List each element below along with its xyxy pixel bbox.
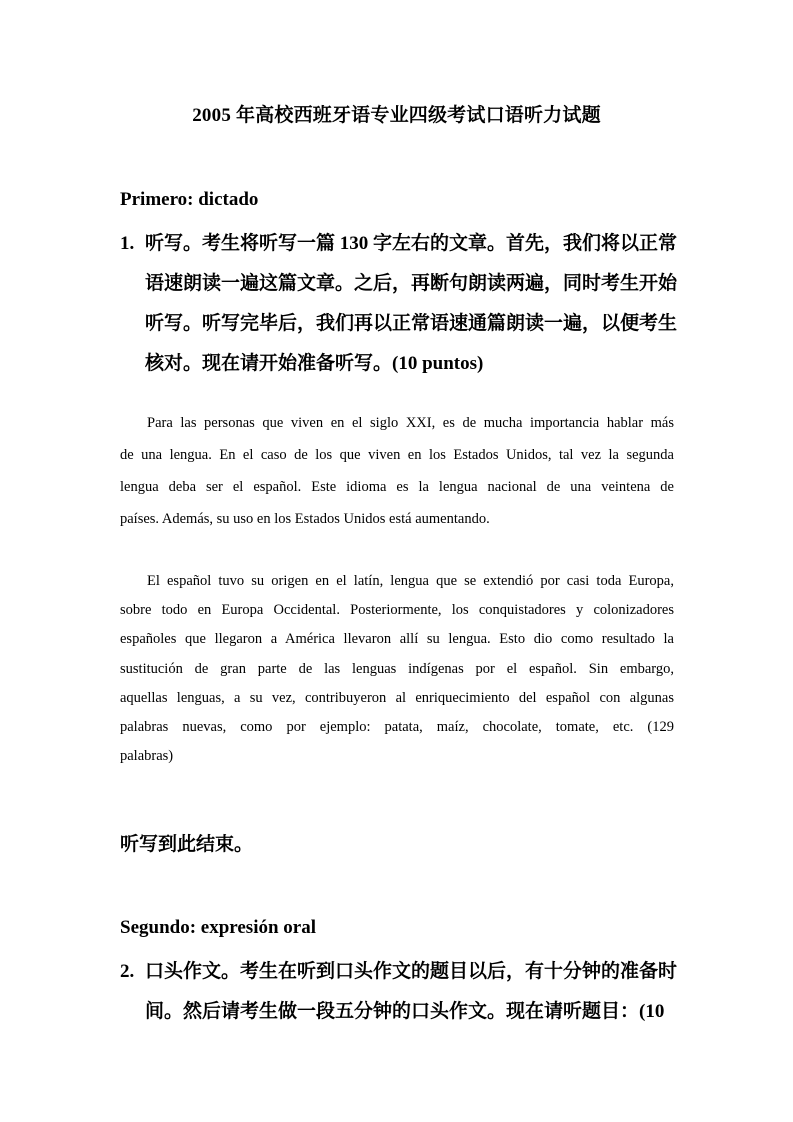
dictation-end-note: 听写到此结束。 [120, 834, 254, 855]
paragraph-line: sobre todo en Europa Occidental. Posteriormente, los conquistadores y colonizadores [120, 602, 674, 618]
document-title: 2005 年高校西班牙语专业四级考试口语听力试题 [192, 105, 601, 126]
paragraph-line: españoles que llegaron a América llevaron allí su lengua. Esto dio como resultado la [120, 631, 674, 647]
question-line: 间。然后请考生做一段五分钟的口头作文。现在请听题目：(10 [145, 1001, 665, 1022]
paragraph-line: aquellas lenguas, a su vez, contribuyeron al enriquecimiento del español con algunas [120, 690, 674, 706]
question-line: 听写。听写完毕后，我们再以正常语速通篇朗读一遍，以便考生 [145, 313, 678, 334]
question-number: 1. [120, 233, 135, 254]
paragraph-line: sustitución de gran parte de las lenguas indígenas por el español. Sin embargo, [120, 661, 674, 677]
question-line: 口头作文。考生在听到口头作文的题目以后，有十分钟的准备时 [145, 961, 678, 982]
paragraph-line: palabras nuevas, como por ejemplo: patata, maíz, chocolate, tomate, etc. (129 [120, 719, 674, 735]
question-line: 听写。考生将听写一篇 130 字左右的文章。首先，我们将以正常 [145, 233, 678, 254]
question-line: 核对。现在请开始准备听写。(10 puntos) [145, 353, 484, 374]
section-heading-expresion-oral: Segundo: expresión oral [120, 917, 317, 938]
section-heading-dictado: Primero: dictado [120, 189, 259, 210]
paragraph-line: El español tuvo su origen en el latín, lengua que se extendió por casi toda Europa, [147, 573, 674, 589]
paragraph-line: de una lengua. En el caso de los que viven en los Estados Unidos, tal vez la segunda [120, 447, 674, 463]
paragraph-line: países. Además, su uso en los Estados Unidos está aumentando. [120, 511, 490, 527]
paragraph-line: palabras) [120, 748, 174, 764]
question-line: 语速朗读一遍这篇文章。之后，再断句朗读两遍，同时考生开始 [145, 273, 678, 294]
paragraph-line: lengua deba ser el español. Este idioma es la lengua nacional de una veintena de [120, 479, 674, 495]
paragraph-line: Para las personas que viven en el siglo XXI, es de mucha importancia hablar más [147, 415, 674, 431]
question-number: 2. [120, 961, 135, 982]
